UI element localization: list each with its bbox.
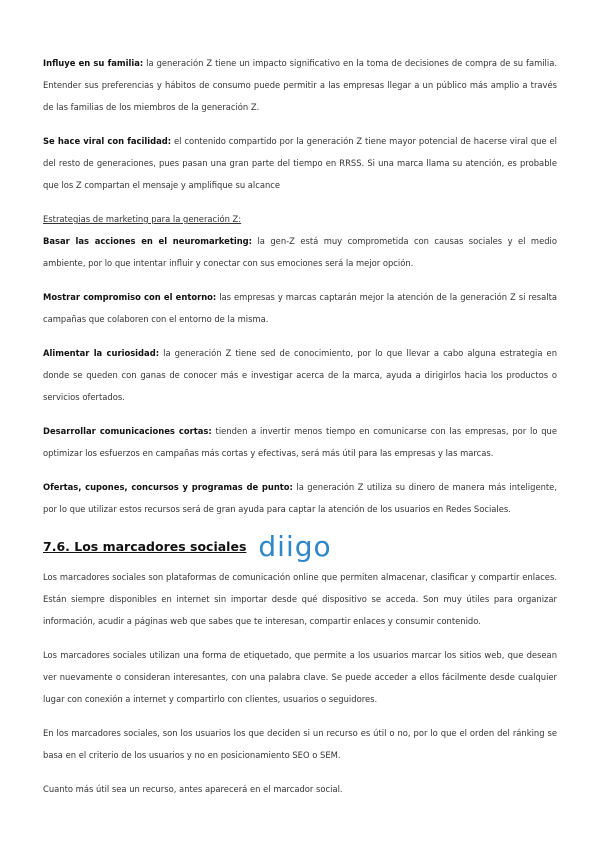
section-heading: 7.6. Los marcadores sociales xyxy=(43,538,247,554)
section-paragraph-tagging: Los marcadores sociales utilizan una forma de etiquetado, que permite a los usuarios marcar los sitios web, que desean ver nuevamente o consideran interesantes, con una palabra clave. Se puede acceder a ellos fácilmente desde cualquier lugar con conexión a internet y compartirlo con clientes, usuarios o seguidores. xyxy=(43,650,557,704)
bold-lead: Desarrollar comunicaciones cortas: xyxy=(43,426,212,436)
section-paragraph-ranking: En los marcadores sociales, son los usuarios los que deciden si un recurso es útil o no, por lo que el orden del ránking se basa en el criterio de los usuarios y no en posicionamiento SEO o SEM. xyxy=(43,728,557,760)
bold-lead: Alimentar la curiosidad: xyxy=(43,348,160,358)
paragraph-text: tienden a invertir menos tiempo en comunicarse con las empresas, por lo que optimizar los esfuerzos en campañas más cortas y efectivas, será más útil para las empresas y las marcas. xyxy=(43,426,557,458)
paragraph-text: la generación Z utiliza su dinero de manera más inteligente, por lo que utilizar estos recursos será de gran ayuda para captar la atención de los usuarios en Redes Sociales. xyxy=(43,482,557,514)
section-paragraph-definition: Los marcadores sociales son plataformas de comunicación online que permiten almacenar, clasificar y compartir enlaces. Están siempre disponibles en internet sin importar desde qué dispositivo se acceda. Son muy útiles para organizar información, acudir a páginas web que sabes que te interesan, compartir enlaces y consumir contenido. xyxy=(43,572,557,626)
strategy-offers xyxy=(43,476,557,520)
paragraph-text: el contenido compartido por la generación Z tiene mayor potencial de hacerse viral que el del resto de generaciones, pues pasan una gran parte del tiempo en RRSS. Si una marca llama su atención, es probable que los Z compartan el mensaje y amplifique su alcance xyxy=(43,136,557,190)
bold-lead: Se hace viral con facilidad: xyxy=(43,136,172,146)
paragraph-family-influence xyxy=(43,52,557,118)
paragraph-viral xyxy=(43,130,557,196)
bold-lead: Ofertas, cupones, concursos y programas de punto: xyxy=(43,482,293,492)
strategy-short-communications xyxy=(43,420,557,464)
strategy-neuromarketing xyxy=(43,230,557,274)
bold-lead: Influye en su familia: xyxy=(43,58,144,68)
bold-lead: Mostrar compromiso con el entorno: xyxy=(43,292,217,302)
paragraph-text: la gen-Z está muy comprometida con causas sociales y el medio ambiente, por lo que intentar influir y conectar con sus emociones será la mejor opción. xyxy=(43,236,558,268)
section-heading-row xyxy=(43,526,557,566)
strategies-subtitle: Estrategias de marketing para la generación Z: xyxy=(43,214,242,224)
section-paragraph-usefulness: Cuanto más útil sea un recurso, antes aparecerá en el marcador social. xyxy=(43,784,343,794)
strategy-curiosity xyxy=(43,342,557,408)
bold-lead: Basar las acciones en el neuromarketing: xyxy=(43,236,253,246)
strategy-environment xyxy=(43,286,557,330)
paragraph-text: la generación Z tiene un impacto significativo en la toma de decisiones de compra de su familia. Entender sus preferencias y hábitos de consumo puede permitir a las empresas llegar a un público más amplio a través de las familias de los miembros de la generación Z. xyxy=(43,58,558,112)
paragraph-text: las empresas y marcas captarán mejor la atención de la generación Z si resalta campañas que colaboren con el entorno de la misma. xyxy=(43,292,557,324)
diigo-logo: diigo xyxy=(258,530,332,563)
paragraph-text: la generación Z tiene sed de conocimiento, por lo que llevar a cabo alguna estrategia en donde se queden con ganas de conocer más e investigar acerca de la marca, ayuda a dirigirlos hacia los productos o servicios ofertados. xyxy=(43,348,558,402)
